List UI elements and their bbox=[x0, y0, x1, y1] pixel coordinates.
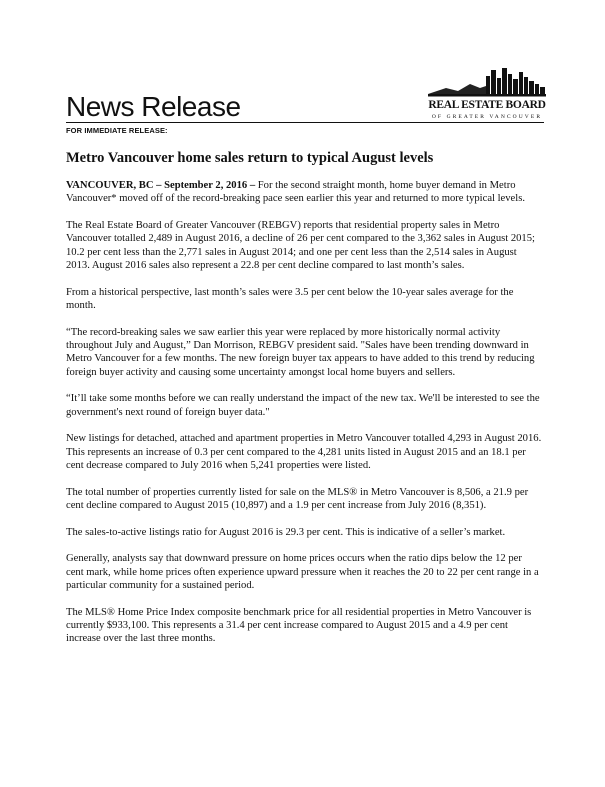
paragraph-10: The MLS® Home Price Index composite benchmark price for all residential properties in Metro Vancouver is currently $933,100. This represents a 31.4 per cent increase compared to August 2015 and a 4.9 per cent increase over the last three months. bbox=[66, 606, 532, 645]
city-skyline-icon bbox=[428, 64, 546, 98]
paragraph-4: “The record-breaking sales we saw earlier this year were replaced by more historically normal activity throughout July and August,” Dan Morrison, REBGV president said. "Sales have been trending downward in Metro Vancouver for a few months. The new foreign buyer tax appears to have added to this trend by reducing foreign buyer activity and causing some uncertainty amongst local home buyers and sellers. bbox=[66, 326, 535, 378]
paragraph-8: The sales-to-active listings ratio for August 2016 is 29.3 per cent. This is indicative of a seller’s market. bbox=[66, 526, 506, 538]
paragraph-text: For the second straight month, home buyer demand in Metro Vancouver* moved off of the record-breaking pace seen earlier this year and returned to more typical levels. bbox=[66, 180, 525, 205]
paragraph-3: From a historical perspective, last month’s sales were 3.5 per cent below the 10-year sales average for the month. bbox=[66, 286, 514, 311]
paragraph-5: “It’ll take some months before we can really understand the impact of the new tax. We'll be interested to see the government's next round of foreign buyer data." bbox=[66, 393, 540, 418]
paragraph-2: The Real Estate Board of Greater Vancouver (REBGV) reports that residential property sales in Metro Vancouver totalled 2,489 in August 2016, a decline of 26 per cent compared to the 3,362 sales in August 2015; 10.2 per cent less than the 2,771 sales in August 2014; and one per cent less than the 2,514 sales in August 2013. August 2016 sales also represent a 22.8 per cent decline compared to last month’s sales. bbox=[66, 219, 535, 272]
article-body bbox=[66, 179, 542, 659]
logo-tagline: OF GREATER VANCOUVER bbox=[431, 114, 543, 120]
paragraph-9: Generally, analysts say that downward pressure on home prices occurs when the ratio dips below the 12 per cent mark, while home prices often experience upward pressure when it reaches the 20 to 22 per cent range in a particular community for a sustained period. bbox=[66, 553, 539, 591]
dateline: VANCOUVER, BC – September 2, 2016 – bbox=[66, 180, 256, 191]
logo-name: REAL ESTATE BOARD bbox=[428, 99, 546, 111]
release-subtitle: FOR IMMEDIATE RELEASE: bbox=[66, 126, 168, 135]
rebgv-logo bbox=[428, 64, 546, 124]
headline: Metro Vancouver home sales return to typical August levels bbox=[66, 150, 434, 166]
paragraph-6: New listings for detached, attached and apartment properties in Metro Vancouver totalled 4,293 in August 2016. This represents an increase of 0.3 per cent compared to the 4,281 units listed in August 2015 and an 18.1 per cent decrease compared to July 2016 when 5,241 properties were listed. bbox=[66, 433, 542, 471]
paragraph-1 bbox=[66, 179, 542, 206]
paragraph-7: The total number of properties currently listed for sale on the MLS® in Metro Vancouver is 8,506, a 21.9 per cent decline compared to August 2015 (10,897) and a 1.9 per cent increase from July 2016 (8,351). bbox=[66, 486, 529, 511]
header-divider bbox=[66, 122, 544, 123]
page-title: News Release bbox=[66, 91, 241, 122]
